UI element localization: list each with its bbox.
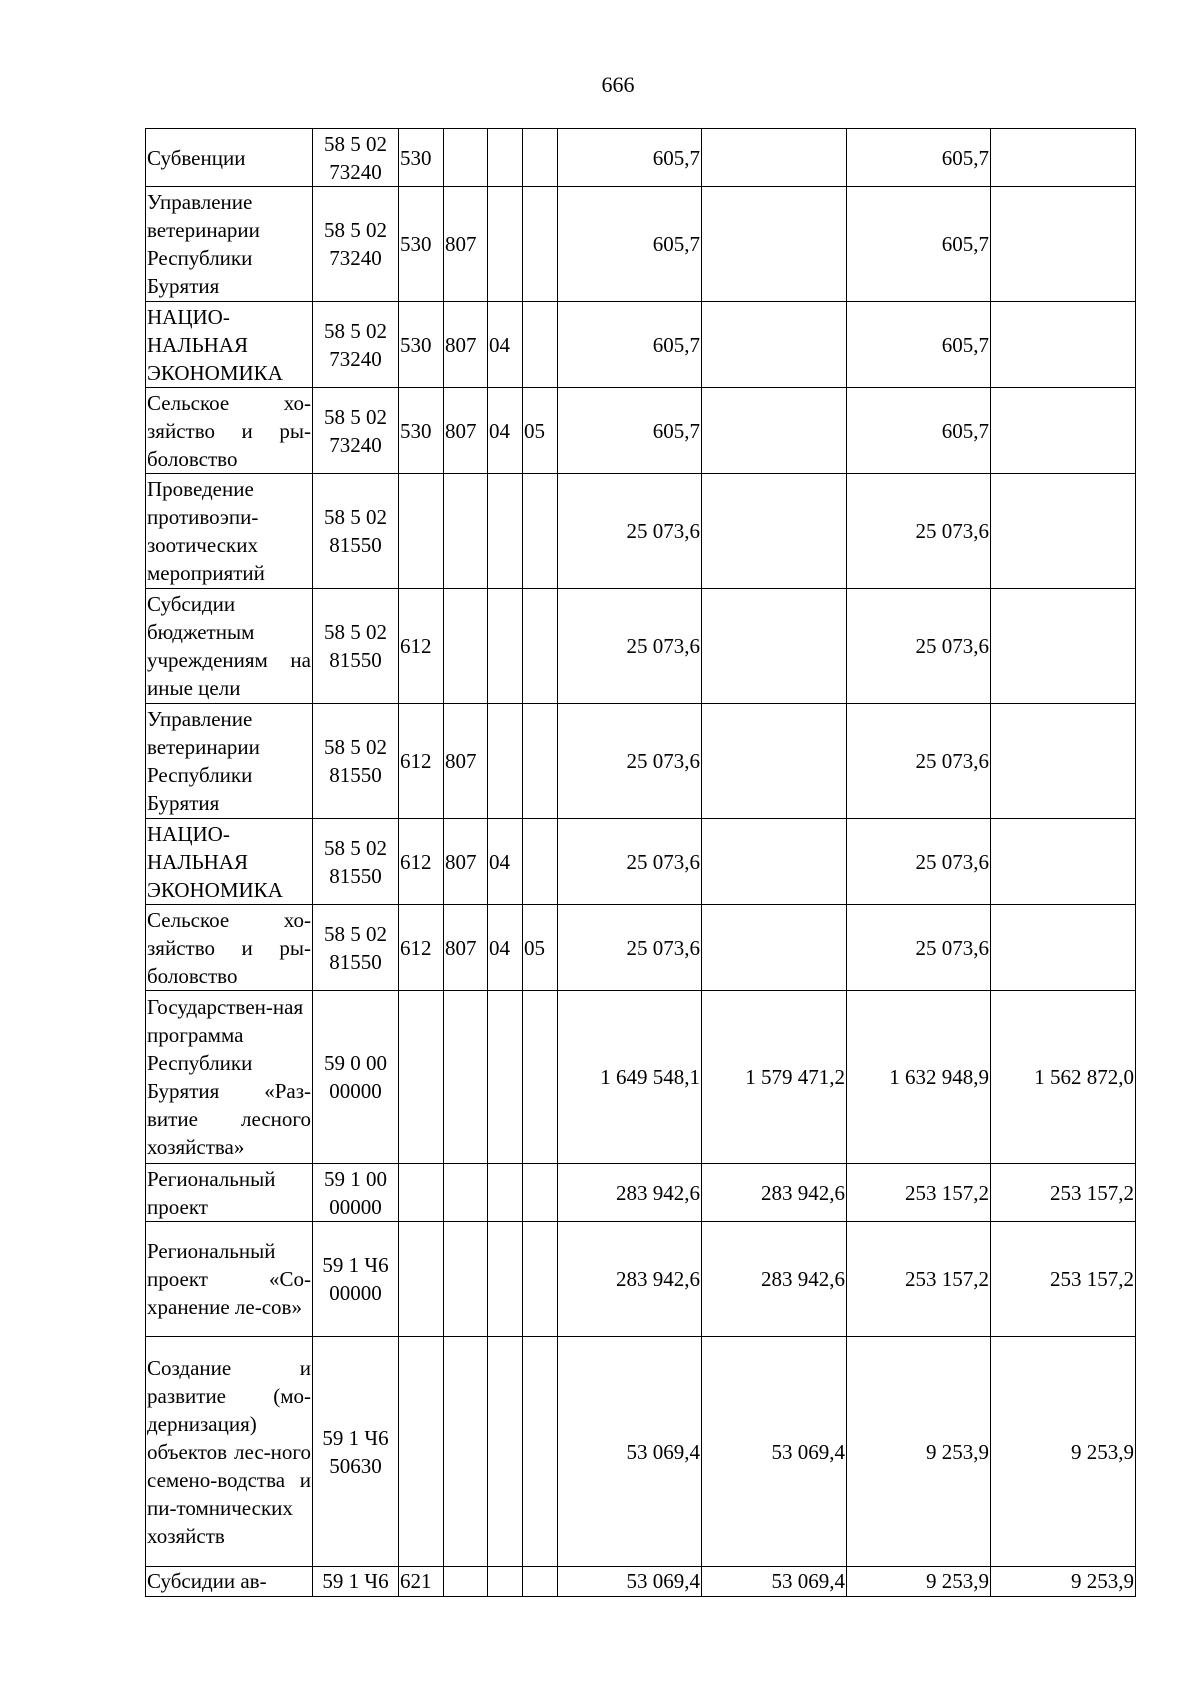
cell-grbs: 807 — [444, 388, 488, 474]
cell-grbs — [444, 1164, 488, 1222]
cell-subsection: 05 — [523, 388, 558, 474]
cell-sum-3: 9 253,9 — [847, 1337, 991, 1567]
cell-name: Государствен-ная программа Республики Бурятия «Раз-витие лесного хозяйства» — [146, 991, 313, 1164]
cell-sum-4 — [991, 819, 1136, 905]
cell-section — [488, 704, 523, 819]
cell-subsection — [523, 704, 558, 819]
cell-sum-3: 605,7 — [847, 302, 991, 388]
cell-sum-3: 25 073,6 — [847, 474, 991, 589]
cell-grbs: 807 — [444, 819, 488, 905]
cell-subsection — [523, 474, 558, 589]
cell-sum-3: 605,7 — [847, 129, 991, 187]
cell-expense-type: 530 — [399, 302, 444, 388]
cell-target-code: 58 5 02 73240 — [313, 187, 399, 302]
cell-grbs — [444, 589, 488, 704]
cell-sum-2 — [702, 589, 847, 704]
cell-name: Региональный проект — [146, 1164, 313, 1222]
table-row — [146, 991, 1136, 1164]
cell-expense-type: 621 — [399, 1567, 444, 1597]
cell-section — [488, 474, 523, 589]
cell-expense-type: 530 — [399, 187, 444, 302]
cell-subsection — [523, 1222, 558, 1337]
cell-sum-3: 605,7 — [847, 388, 991, 474]
cell-expense-type: 612 — [399, 819, 444, 905]
cell-sum-1: 1 649 548,1 — [558, 991, 702, 1164]
cell-section — [488, 187, 523, 302]
cell-sum-4: 1 562 872,0 — [991, 991, 1136, 1164]
cell-sum-2 — [702, 302, 847, 388]
cell-sum-1: 53 069,4 — [558, 1567, 702, 1597]
cell-name: Субсидии бюджетным учреждениям на иные цели — [146, 589, 313, 704]
cell-sum-2: 283 942,6 — [702, 1222, 847, 1337]
cell-subsection — [523, 819, 558, 905]
cell-sum-4 — [991, 589, 1136, 704]
cell-name: Управление ветеринарии Республики Бурятия — [146, 704, 313, 819]
cell-sum-4 — [991, 474, 1136, 589]
cell-subsection — [523, 589, 558, 704]
cell-sum-2: 283 942,6 — [702, 1164, 847, 1222]
cell-sum-3: 253 157,2 — [847, 1164, 991, 1222]
cell-sum-2: 1 579 471,2 — [702, 991, 847, 1164]
cell-section — [488, 129, 523, 187]
table-row — [146, 1164, 1136, 1222]
table-row — [146, 129, 1136, 187]
cell-name: Сельское хо-зяйство и ры-боловство — [146, 905, 313, 991]
cell-target-code: 58 5 02 81550 — [313, 589, 399, 704]
cell-sum-4: 253 157,2 — [991, 1164, 1136, 1222]
cell-grbs: 807 — [444, 905, 488, 991]
cell-sum-4 — [991, 905, 1136, 991]
budget-table — [145, 128, 1136, 1597]
cell-target-code: 59 1 Ч6 00000 — [313, 1222, 399, 1337]
cell-expense-type: 530 — [399, 129, 444, 187]
cell-grbs — [444, 129, 488, 187]
cell-subsection — [523, 1164, 558, 1222]
cell-target-code: 58 5 02 81550 — [313, 819, 399, 905]
cell-sum-3: 25 073,6 — [847, 704, 991, 819]
cell-sum-1: 605,7 — [558, 302, 702, 388]
cell-target-code: 59 0 00 00000 — [313, 991, 399, 1164]
cell-sum-4: 9 253,9 — [991, 1337, 1136, 1567]
cell-section — [488, 1567, 523, 1597]
cell-target-code: 59 1 00 00000 — [313, 1164, 399, 1222]
cell-subsection — [523, 302, 558, 388]
cell-sum-3: 25 073,6 — [847, 905, 991, 991]
cell-subsection — [523, 187, 558, 302]
table-row — [146, 474, 1136, 589]
cell-expense-type — [399, 474, 444, 589]
cell-grbs: 807 — [444, 302, 488, 388]
cell-expense-type: 612 — [399, 704, 444, 819]
cell-sum-3: 605,7 — [847, 187, 991, 302]
cell-target-code: 59 1 Ч6 50630 — [313, 1337, 399, 1567]
cell-name: Региональный проект «Со-хранение ле-сов» — [146, 1222, 313, 1337]
cell-grbs — [444, 1222, 488, 1337]
cell-sum-2: 53 069,4 — [702, 1337, 847, 1567]
cell-grbs: 807 — [444, 187, 488, 302]
cell-grbs — [444, 1567, 488, 1597]
cell-sum-2 — [702, 819, 847, 905]
cell-section — [488, 1164, 523, 1222]
cell-name: Создание и развитие (мо-дернизация) объектов лес-ного семено-водства и пи-томнических хозяйств — [146, 1337, 313, 1567]
cell-expense-type — [399, 1337, 444, 1567]
cell-sum-4 — [991, 302, 1136, 388]
cell-sum-2 — [702, 187, 847, 302]
cell-sum-3: 1 632 948,9 — [847, 991, 991, 1164]
cell-expense-type: 612 — [399, 589, 444, 704]
cell-sum-1: 25 073,6 — [558, 905, 702, 991]
cell-sum-3: 253 157,2 — [847, 1222, 991, 1337]
cell-grbs — [444, 1337, 488, 1567]
cell-sum-3: 9 253,9 — [847, 1567, 991, 1597]
cell-target-code: 58 5 02 81550 — [313, 905, 399, 991]
cell-section: 04 — [488, 302, 523, 388]
page-number: 666 — [601, 72, 635, 97]
cell-expense-type: 530 — [399, 388, 444, 474]
cell-sum-4: 9 253,9 — [991, 1567, 1136, 1597]
cell-sum-2 — [702, 129, 847, 187]
cell-subsection — [523, 1337, 558, 1567]
cell-name: Субвенции — [146, 129, 313, 187]
table-row — [146, 187, 1136, 302]
cell-sum-2 — [702, 388, 847, 474]
cell-expense-type — [399, 1222, 444, 1337]
cell-name: Сельское хо-зяйство и ры-боловство — [146, 388, 313, 474]
cell-sum-1: 283 942,6 — [558, 1164, 702, 1222]
cell-subsection — [523, 1567, 558, 1597]
cell-sum-2: 53 069,4 — [702, 1567, 847, 1597]
cell-subsection: 05 — [523, 905, 558, 991]
cell-sum-2 — [702, 905, 847, 991]
cell-sum-1: 25 073,6 — [558, 589, 702, 704]
cell-name: НАЦИО-НАЛЬНАЯ ЭКОНОМИКА — [146, 302, 313, 388]
cell-name: НАЦИО-НАЛЬНАЯ ЭКОНОМИКА — [146, 819, 313, 905]
cell-section — [488, 589, 523, 704]
cell-subsection — [523, 129, 558, 187]
cell-sum-4 — [991, 388, 1136, 474]
cell-sum-4: 253 157,2 — [991, 1222, 1136, 1337]
table-row — [146, 388, 1136, 474]
cell-expense-type — [399, 991, 444, 1164]
table-row — [146, 589, 1136, 704]
table-row — [146, 819, 1136, 905]
cell-grbs — [444, 991, 488, 1164]
cell-section: 04 — [488, 819, 523, 905]
cell-target-code: 58 5 02 73240 — [313, 388, 399, 474]
cell-sum-4 — [991, 187, 1136, 302]
cell-section — [488, 991, 523, 1164]
cell-name: Управление ветеринарии Республики Бурятия — [146, 187, 313, 302]
cell-sum-3: 25 073,6 — [847, 819, 991, 905]
cell-subsection — [523, 991, 558, 1164]
cell-section — [488, 1337, 523, 1567]
cell-sum-3: 25 073,6 — [847, 589, 991, 704]
cell-grbs: 807 — [444, 704, 488, 819]
table-body — [146, 129, 1136, 1597]
cell-target-code: 58 5 02 73240 — [313, 129, 399, 187]
cell-target-code: 58 5 02 81550 — [313, 704, 399, 819]
cell-target-code: 58 5 02 81550 — [313, 474, 399, 589]
cell-sum-1: 25 073,6 — [558, 819, 702, 905]
cell-target-code: 59 1 Ч6 — [313, 1567, 399, 1597]
cell-sum-4 — [991, 129, 1136, 187]
cell-expense-type — [399, 1164, 444, 1222]
cell-sum-1: 605,7 — [558, 187, 702, 302]
cell-grbs — [444, 474, 488, 589]
table-row — [146, 905, 1136, 991]
cell-expense-type: 612 — [399, 905, 444, 991]
cell-sum-1: 25 073,6 — [558, 704, 702, 819]
cell-section: 04 — [488, 388, 523, 474]
cell-sum-1: 605,7 — [558, 129, 702, 187]
table-row — [146, 1222, 1136, 1337]
cell-section — [488, 1222, 523, 1337]
table-row — [146, 1337, 1136, 1567]
cell-name: Субсидии ав- — [146, 1567, 313, 1597]
cell-sum-1: 605,7 — [558, 388, 702, 474]
cell-sum-1: 25 073,6 — [558, 474, 702, 589]
cell-section: 04 — [488, 905, 523, 991]
cell-sum-2 — [702, 704, 847, 819]
cell-target-code: 58 5 02 73240 — [313, 302, 399, 388]
table-row — [146, 704, 1136, 819]
cell-sum-1: 283 942,6 — [558, 1222, 702, 1337]
cell-sum-1: 53 069,4 — [558, 1337, 702, 1567]
table-row — [146, 1567, 1136, 1597]
table-row — [146, 302, 1136, 388]
cell-sum-2 — [702, 474, 847, 589]
cell-sum-4 — [991, 704, 1136, 819]
cell-name: Проведение противоэпи-зоотических мероприятий — [146, 474, 313, 589]
